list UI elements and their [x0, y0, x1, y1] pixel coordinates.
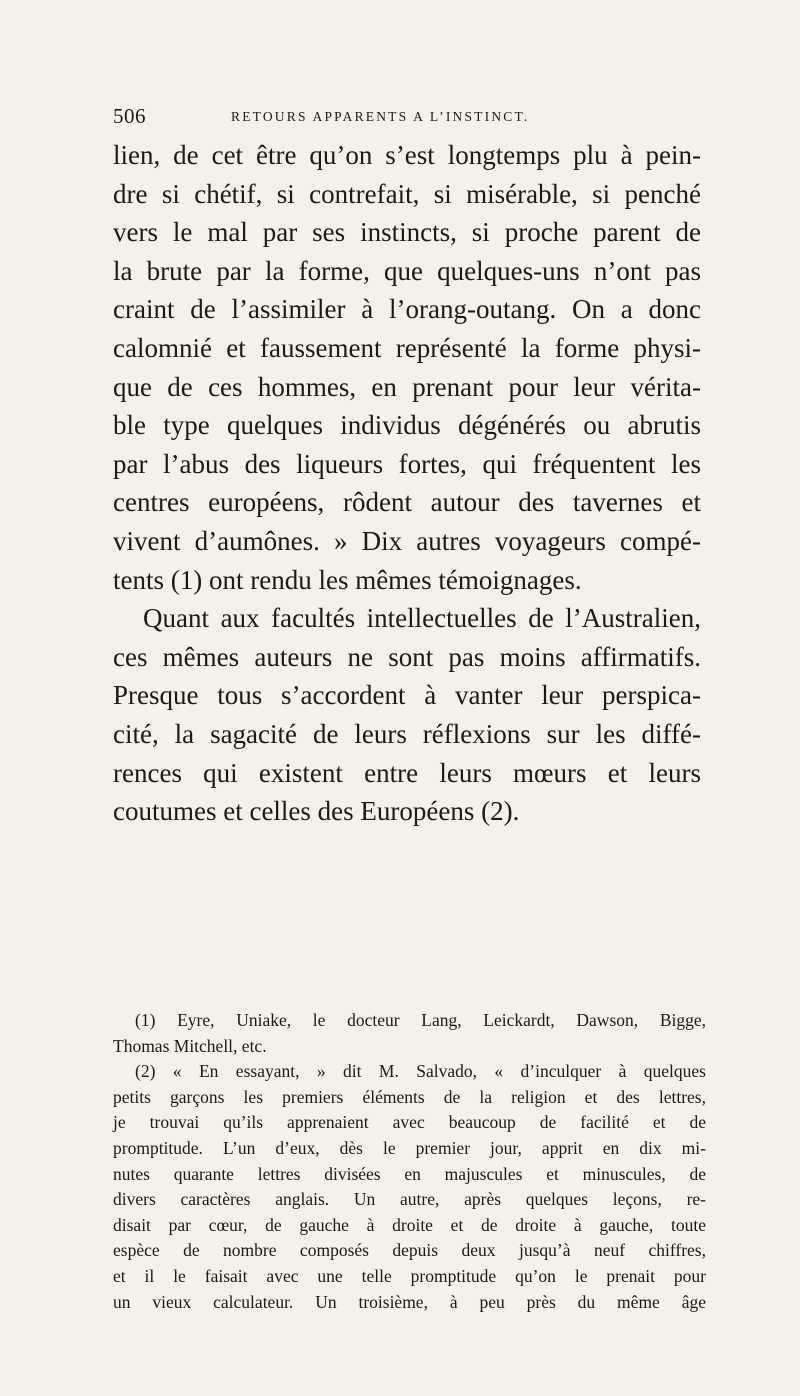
footnotes [113, 1008, 706, 1315]
footnote-line: (2) « En essayant, » dit M. Salvado, « d’inculquer à quelques [135, 1061, 706, 1082]
text-line: calomnié et faussement représenté la forme physi- [113, 332, 701, 363]
text-line: par l’abus des liqueurs fortes, qui fréquentent les [113, 448, 701, 479]
text-line: ces mêmes auteurs ne sont pas moins affirmatifs. [113, 641, 701, 672]
footnote-line: divers caractères anglais. Un autre, après quelques leçons, re- [113, 1189, 706, 1210]
footnote-line: je trouvai qu’ils apprenaient avec beaucoup de facilité et de [113, 1112, 706, 1133]
text-line: rences qui existent entre leurs mœurs et leurs [113, 757, 701, 788]
text-line: vivent d’aumônes. » Dix autres voyageurs compé- [113, 525, 701, 556]
footnote-line: (1) Eyre, Uniake, le docteur Lang, Leickardt, Dawson, Bigge, [135, 1010, 706, 1030]
footnote-line: promptitude. L’un d’eux, dès le premier jour, apprit en dix mi- [113, 1137, 706, 1158]
text-line: craint de l’assimiler à l’orang-outang. On a donc [113, 294, 701, 325]
text-line: que de ces hommes, en prenant pour leur vérita- [113, 371, 701, 402]
text-line: tents (1) ont rendu les mêmes témoignages. [113, 564, 582, 595]
footnote-line: Thomas Mitchell, etc. [113, 1035, 267, 1056]
footnote-line: espèce de nombre composés depuis deux jusqu’à neuf chiffres, [113, 1240, 706, 1261]
footnote-line: nutes quarante lettres divisées en majuscules et minuscules, de [113, 1163, 706, 1184]
body-text [113, 136, 701, 831]
text-line: Presque tous s’accordent à vanter leur perspica- [113, 680, 701, 711]
text-line: Quant aux facultés intellectuelles de l’Australien, [143, 603, 701, 634]
footnote-line: petits garçons les premiers éléments de la religion et des lettres, [113, 1086, 706, 1107]
running-head [113, 104, 713, 130]
text-line: la brute par la forme, que quelques-uns n’ont pas [113, 255, 701, 286]
footnote-line: et il le faisait avec une telle promptitude qu’on le prenait pour [113, 1265, 706, 1286]
text-line: dre si chétif, si contrefait, si misérable, si penché [113, 178, 701, 209]
text-line: coutumes et celles des Européens (2). [113, 796, 520, 827]
page-number: 506 [113, 104, 146, 128]
footnote-line: disait par cœur, de gauche à droite et de droite à gauche, toute [113, 1214, 706, 1235]
footnote-line: un vieux calculateur. Un troisième, à peu près du même âge [113, 1291, 706, 1312]
text-line: ble type quelques individus dégénérés ou abrutis [113, 410, 701, 441]
text-line: centres européens, rôdent autour des tavernes et [113, 487, 701, 518]
running-title: RETOURS APPARENTS A L’INSTINCT. [231, 109, 530, 124]
text-line: lien, de cet être qu’on s’est longtemps plu à pein- [113, 140, 701, 170]
text-line: cité, la sagacité de leurs réflexions sur les diffé- [113, 718, 701, 749]
text-line: vers le mal par ses instincts, si proche parent de [113, 217, 701, 248]
